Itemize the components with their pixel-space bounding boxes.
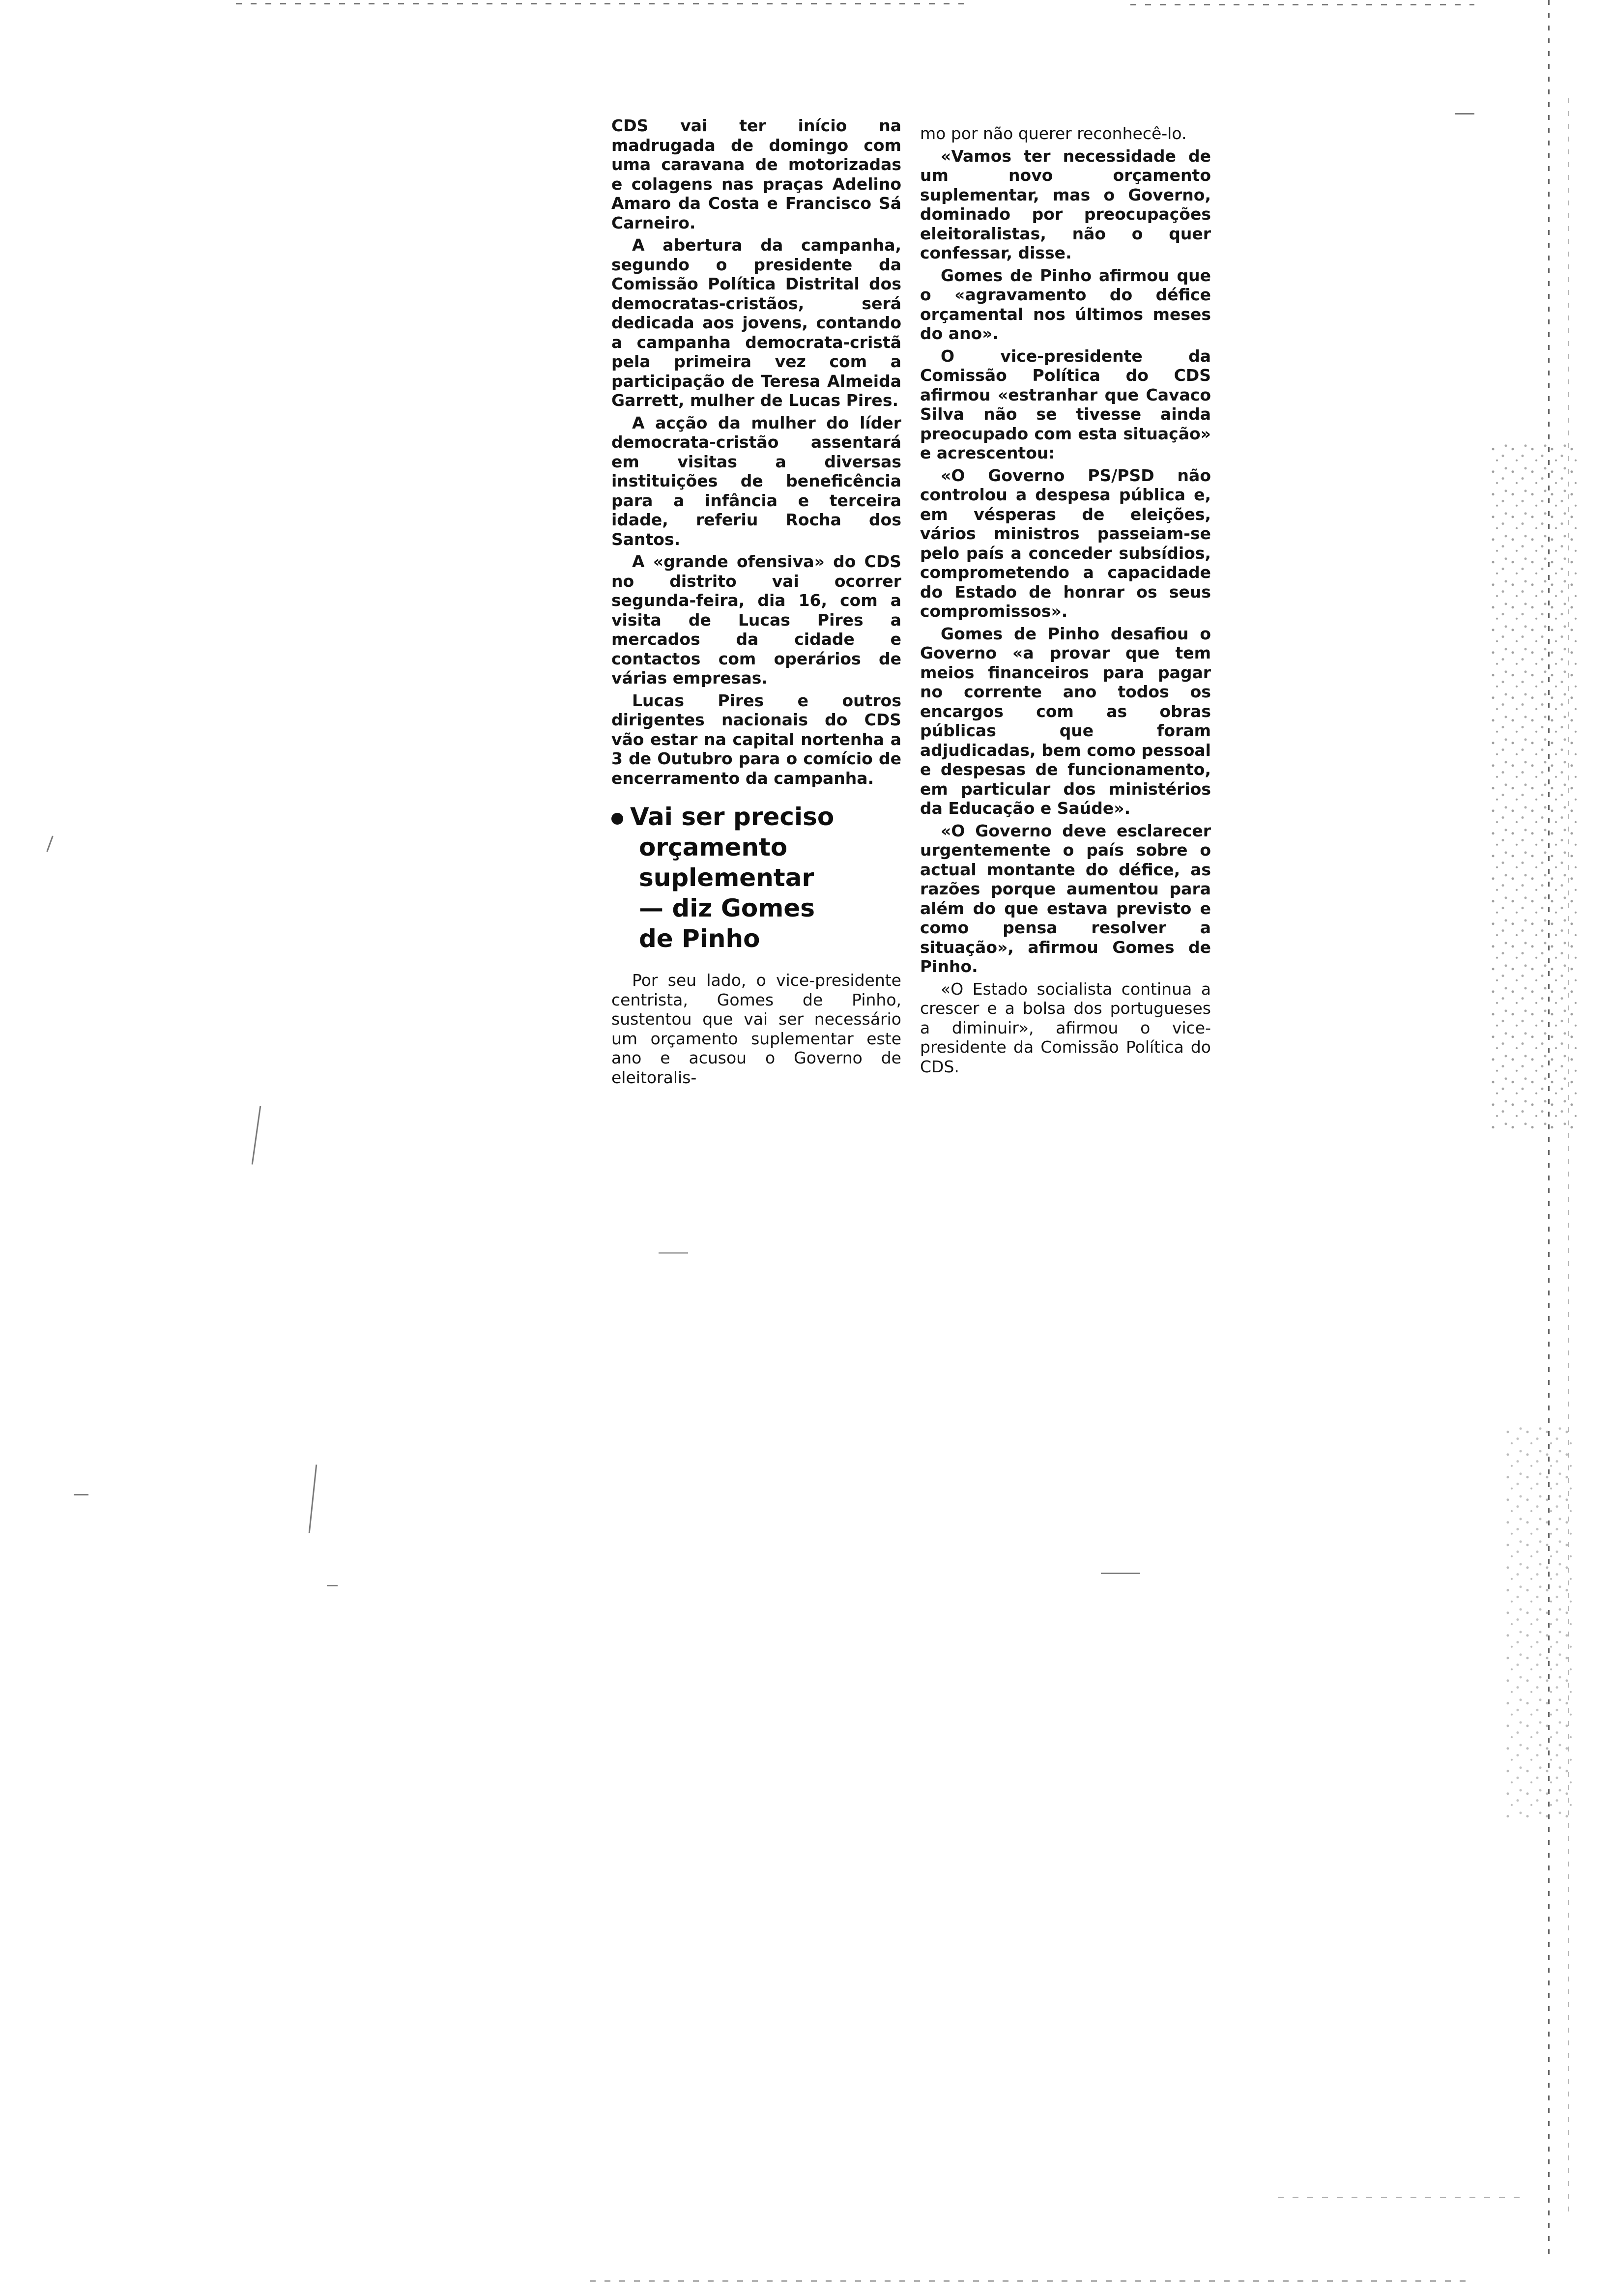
scan-artifact-mark-right: [1455, 113, 1474, 115]
scan-artifact-mark-left-4: [74, 1494, 88, 1495]
paragraph: Gomes de Pinho afirmou que o «agravamento do défice orçamental nos últimos meses do ano».: [920, 265, 1211, 343]
subheading-line-4: — diz Gomes: [639, 894, 815, 922]
article-column-left: [611, 116, 901, 1090]
scan-artifact-mark-below-text: [659, 1252, 688, 1254]
scan-artifact-top-dashes-right: [1130, 4, 1474, 5]
scan-artifact-top-dashes: [236, 3, 973, 4]
scan-artifact-right-edge-2: [1568, 98, 1569, 2211]
scan-artifact-mark-left-5: [327, 1585, 338, 1586]
paragraph: «O Governo PS/PSD não controlou a despesa pública e, em vésperas de eleições, vários ministros passeiam-se pelo país a conceder subsídios, comprometendo a capacidade do Estado de honrar os seus compromissos».: [920, 465, 1211, 621]
paragraph: A «grande ofensiva» do CDS no distrito vai ocorrer segunda-feira, dia 16, com a visita de Lucas Pires a mercados da cidade e contactos com operários de várias empresas.: [611, 552, 901, 688]
paragraph: Gomes de Pinho desafiou o Governo «a provar que tem meios financeiros para pagar no corrente ano todos os encargos com as obras públicas que foram adjudicadas, bem como pessoal e despesas de funcionamento, em particular dos ministérios da Educação e Saúde».: [920, 624, 1211, 818]
scan-artifact-mark-center: [1101, 1573, 1140, 1574]
subheading-line-2: orçamento: [639, 833, 788, 861]
paragraph: O vice-presidente da Comissão Política do CDS afirmou «estranhar que Cavaco Silva não se tivesse ainda preocupado com esta situação» e acrescentou:: [920, 346, 1211, 462]
bullet-icon: [611, 813, 623, 825]
paragraph: «O Estado socialista continua a crescer e a bolsa dos portugueses a diminuir», afirmou o vice-presidente da Comissão Política do CDS.: [920, 979, 1211, 1076]
scan-artifact-noise-right: [1489, 442, 1578, 1130]
subheading-line-3: suplementar: [639, 863, 814, 892]
paragraph: A abertura da campanha, segundo o presidente da Comissão Política Distrital dos democratas-cristãos, será dedicada aos jovens, contando a campanha democrata-cristã pela primeira vez com a participação de Teresa Almeida Garrett, mulher de Lucas Pires.: [611, 235, 901, 410]
scan-artifact-noise-right-2: [1504, 1425, 1573, 1818]
paragraph: «Vamos ter necessidade de um novo orçamento suplementar, mas o Governo, dominado por preocupações eleitoralistas, não o quer confessar, disse.: [920, 146, 1211, 262]
scan-artifact-mark-left: [46, 836, 53, 852]
subheading-line: [611, 802, 901, 832]
scan-artifact-bottom-dashes-2: [1278, 2197, 1524, 2198]
scan-artifact-mark-left-2: [252, 1106, 261, 1164]
subheading-line-5: de Pinho: [639, 924, 760, 953]
paragraph: Por seu lado, o vice-presidente centrista, Gomes de Pinho, sustentou que vai ser necessário um orçamento suplementar este ano e acusou o Governo de eleitoralis-: [611, 971, 901, 1087]
scan-artifact-right-edge: [1548, 0, 1550, 2261]
paragraph: A acção da mulher do líder democrata-cristão assentará em visitas a diversas instituições de beneficência para a infância e terceira idade, referiu Rocha dos Santos.: [611, 413, 901, 549]
paragraph: CDS vai ter início na madrugada de domingo com uma caravana de motorizadas e colagens nas praças Adelino Amaro da Costa e Francisco Sá Carneiro.: [611, 116, 901, 232]
subheading-line-1: Vai ser preciso: [630, 803, 835, 831]
paragraph: mo por não querer reconhecê-lo.: [920, 124, 1187, 143]
paragraph: «O Governo deve esclarecer urgentemente o país sobre o actual montante do défice, as razões porque aumentou para além do que estava previsto e como pensa resolver a situação», afirmou Gomes de Pinho.: [920, 821, 1211, 976]
subheading: [611, 802, 901, 954]
scan-artifact-mark-left-3: [309, 1464, 317, 1533]
scan-artifact-bottom-dashes: [590, 2280, 1474, 2282]
article-column-right: [920, 124, 1211, 1079]
paragraph: Lucas Pires e outros dirigentes nacionais do CDS vão estar na capital nortenha a 3 de Outubro para o comício de encerramento da campanha.: [611, 690, 901, 788]
